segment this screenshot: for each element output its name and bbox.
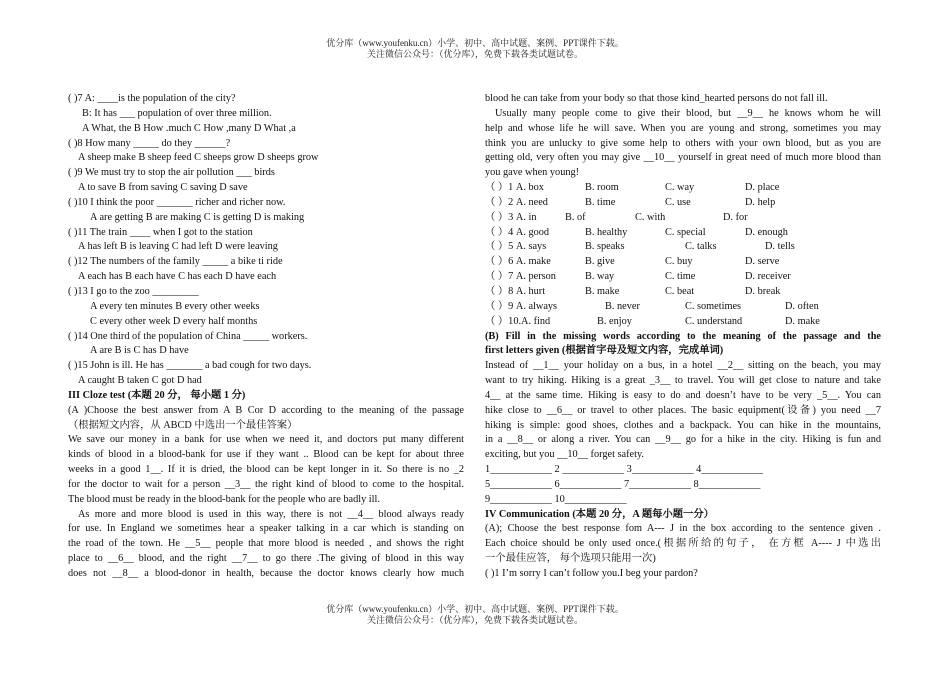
question-line: ( )10 I think the poor _______ richer and richer now. [68,196,286,208]
instruction-line: (A); Choose the best response fom A--- J in the box according to the sentence given . [485,523,881,535]
passage-line: The blood must be ready in the blood-bank for the people who are badly ill. [68,493,380,505]
option-d: D. receiver [745,271,791,283]
right-column [485,92,881,582]
option-d: D. often [785,300,819,312]
cloze-options-row [485,226,881,241]
option-d: D. make [785,315,820,327]
answer-blanks-row[interactable]: 5____________ 6____________ 7____________ 8____________ [485,478,761,490]
passage-line: As more and more blood is used in this way, there is not __4__ blood always ready [78,508,464,520]
option-c: C. use [665,196,691,208]
passage-line: does not __8__ a blood-donor in health, because the doctor knows clearly how much [68,568,464,579]
option-d: D. tells [765,241,795,253]
option-b: B. give [585,256,615,268]
option-b: B. of [565,211,586,223]
option-a: （ ）1 A. box [485,182,544,194]
question-line: ( )12 The numbers of the family _____ a bike ti ride [68,256,283,268]
option-line: A sheep make B sheep feed C sheeps grow D sheeps grow [78,152,319,164]
option-c: C. with [635,211,666,223]
cloze-options-row [485,181,881,196]
question-line: ( )8 How many _____ do they ______? [68,137,231,149]
option-b: B. room [585,182,619,194]
instruction-line: （根据短文内容，从 ABCD 中选出一个最佳答案） [68,419,298,431]
option-b: B. make [585,285,620,297]
option-d: D. break [745,285,781,297]
page-header [0,38,950,60]
question-line: ( )9 We must try to stop the air pollution ___ birds [68,167,275,179]
cloze-options-row [485,255,881,270]
option-line: A to save B from saving C saving D save [78,182,248,194]
option-b: B. enjoy [597,315,632,327]
question-line: ( )14 One third of the population of China _____ workers. [68,330,308,342]
option-a: （ ）10.A. find [485,315,551,327]
passage-line: hiking is simple: good shoes, clothes and a backpack. You can hike in the mountains, [485,419,881,431]
option-line: A are B is C has D have [90,345,189,357]
answer-blanks-row[interactable]: 9____________ 10____________ [485,493,627,505]
cloze-options-row [485,315,881,330]
instruction-line: Each choice should be only used once.(根据所给的句子， 在方框 A---- J 中选出 [485,538,881,550]
option-b: B. never [605,300,640,312]
section-heading: III Cloze test (本题 20 分， 每小题 1 分) [68,389,246,401]
option-line: A caught B taken C got D had [78,375,202,387]
left-column [68,92,464,582]
instruction-line: (A )Choose the best answer from A B Cor D according to the meaning of the passage [68,404,464,416]
option-c: C. special [665,226,706,238]
option-b: B. healthy [585,226,628,238]
option-a: （ ）7 A. person [485,271,556,283]
option-d: D. for [723,211,748,223]
passage-line: place to __6__ blood, and the right __7__ to go there .The giving of blood in this way [68,553,464,565]
passage-line: getting old, very often you may give __10__ yourself in great need of much more blood than [485,152,881,164]
option-line: A has left B is leaving C had left D were leaving [78,241,278,253]
option-line: C every other week D every half months [90,315,258,327]
passage-line: hike close to __6__ or travel to other places. The basic equipment(设备) you need __7 [485,404,881,416]
option-a: （ ）6 A. make [485,256,551,268]
passage-line: want to try hiking. Hiking is a great _3__ to travel. You will get close to nature and take [485,375,881,387]
question-line: B: It has ___ population of over three million. [82,107,272,119]
option-a: （ ）3 A. in [485,211,537,223]
option-line: A are getting B are making C is getting D is making [90,211,305,223]
passage-line: Usually many people come to give their blood, but __9__ he knows whom he will [495,107,881,119]
option-b: B. way [585,271,615,283]
question-line: ( )13 I go to the zoo _________ [68,285,199,297]
passage-line: Instead of __1__ your holiday on a bus, in a hotel __2__ sitting on the beach, you may [485,360,881,372]
option-c: C. understand [685,315,743,327]
option-c: C. buy [665,256,693,268]
passage-line: the road of the town. He __5__ people that more blood is needed , and shows the right [68,538,464,550]
question-line: ( )11 The train ____ when I got to the station [68,226,253,238]
option-b: B. time [585,196,616,208]
passage-line: think you are unlucky to give some help to others with your own blood, but as you are [485,137,881,149]
question-line: ( )15 John is ill. He has _______ a bad cough for two days. [68,360,312,372]
option-c: C. beat [665,285,695,297]
cloze-options-row [485,300,881,315]
cloze-options-row [485,240,881,255]
footer-line-2: 关注微信公众号：（优分库），免费下载各类试题试卷。 [366,615,583,625]
passage-line: for use. In England we sometimes hear a speaker talking in a car which is standing on [68,523,464,535]
option-b: B. speaks [585,241,625,253]
section-heading: (B) Fill in the missing words according to the meaning of the passage and the [485,330,881,342]
question-line: ( )1 I’m sorry I can’t follow you.I beg your pardon? [485,568,698,579]
option-line: A each has B each have C has each D have each [78,271,277,283]
section-heading: IV Communication (本题 20 分，A 题每小题一分） [485,508,714,520]
option-c: C. talks [685,241,717,253]
option-a: （ ）4 A. good [485,226,550,238]
header-line-2: 关注微信公众号：（优分库），免费下载各类试题试卷。 [366,49,583,59]
section-heading: first letters given (根据首字母及短文内容，完成单词) [485,345,724,357]
passage-line: you gave when young! [485,167,580,179]
passage-line: We save our money in a bank for use when we need it, and doctors put many different [68,434,464,446]
option-d: D. place [745,182,780,194]
option-c: C. time [665,271,696,283]
option-line: A every ten minutes B every other weeks [90,300,260,312]
option-line: A What, the B How .much C How ,many D What ,a [82,122,296,134]
passage-line: exciting, but you __10__ forget safety. [485,449,644,461]
passage-line: help and whose life he will save. When you are young and strong, sometimes you may [485,122,881,134]
cloze-options-row [485,211,881,226]
option-a: （ ）9 A. always [485,300,558,312]
option-c: C. way [665,182,695,194]
option-c: C. sometimes [685,300,742,312]
passage-line: for the doctor to wait for a person __3__ the right kind of blood to come to the hospital. [68,478,464,490]
option-a: （ ）8 A. hurt [485,285,546,297]
passage-line: kinds of blood in a blood-bank for use if they want .. Blood can be kept for about three [68,449,464,461]
footer-line-1: 优分库（www.youfenku.cn）小学、初中、高中试题、案例、PPT课件下载。 [326,604,624,614]
question-line: ( )7 A: ____is the population of the city? [68,93,236,104]
cloze-options-row [485,270,881,285]
passage-line: blood he can take from your body so that those kind_hearted persons do not fall ill. [485,93,828,104]
cloze-options-row [485,285,881,300]
instruction-line: 一个最佳应答， 每个选项只能用一次) [485,553,656,565]
option-d: D. serve [745,256,780,268]
passage-line: 4__ at the same time. Hiking is easy to do and doesn’t have to be very _5__. You can [485,389,881,401]
passage-line: weeks in a good 1__. If it is dried, the blood can be kept longer in it. So there is no _2 [68,464,464,476]
passage-line: in a __8__ or along a river. You can __9__ go for a hike in the city. Hiking is fun and [485,434,881,446]
header-line-1: 优分库（www.youfenku.cn）小学、初中、高中试题、案例、PPT课件下载。 [326,38,624,48]
option-d: D. help [745,196,776,208]
answer-blanks-row[interactable]: 1____________ 2 ____________ 3____________ 4____________ [485,464,764,476]
page-footer [0,604,950,626]
option-a: （ ）2 A. need [485,196,548,208]
option-d: D. enough [745,226,788,238]
option-a: （ ）5 A. says [485,241,547,253]
cloze-options-row [485,196,881,211]
